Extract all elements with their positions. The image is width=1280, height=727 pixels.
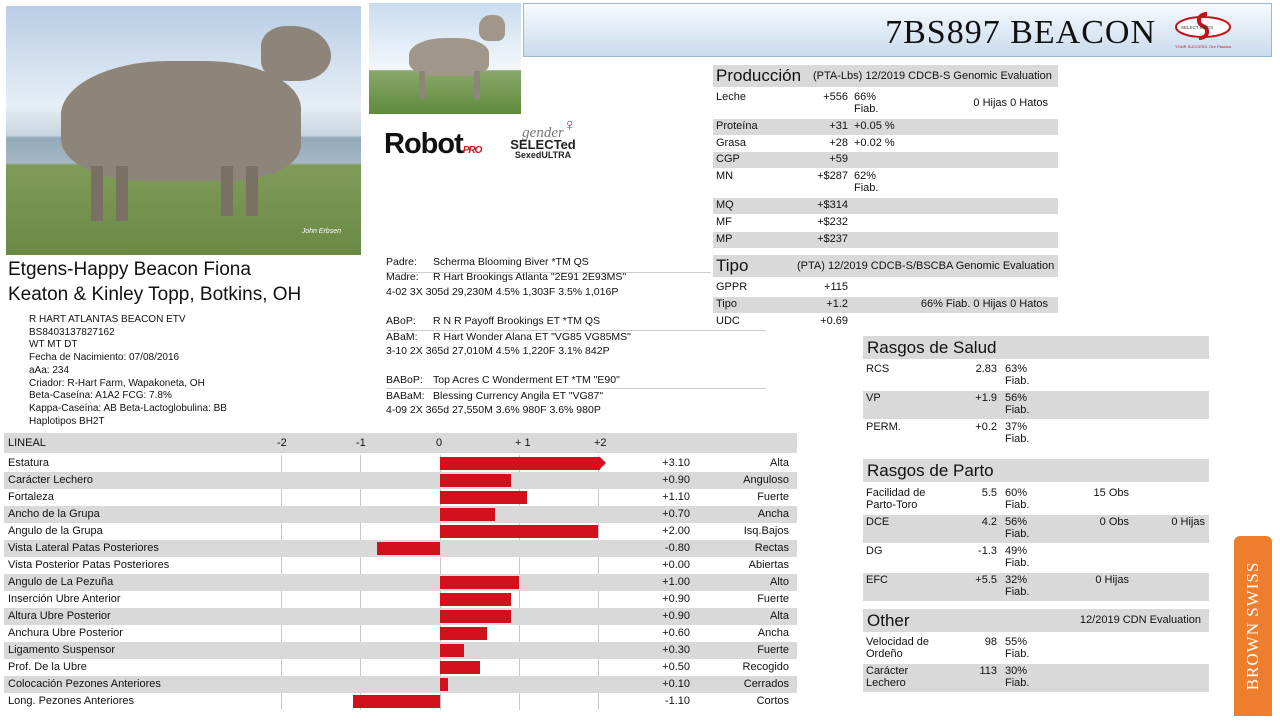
trait-descriptor: Ancha	[757, 627, 789, 639]
tipo-row	[713, 280, 1058, 296]
lineal-row	[4, 506, 797, 523]
trait-descriptor: Fuerte	[757, 644, 789, 656]
salud-label: VP	[866, 392, 881, 404]
trait-label: Anchura Ubre Posterior	[8, 627, 123, 639]
produccion-value: +31	[829, 120, 848, 132]
salud-extra2: Fiab.	[1005, 404, 1030, 416]
salud-extra2: Fiab.	[1005, 375, 1030, 387]
produccion-row	[713, 215, 1058, 231]
lineal-header	[4, 433, 797, 453]
parto-obs: 0 Hijas	[1095, 574, 1129, 586]
parto-label: Facilidad de	[866, 487, 926, 499]
trait-value: +0.90	[662, 474, 690, 486]
gender-selected-logo	[503, 115, 583, 161]
tipo-value: +115	[824, 281, 848, 293]
trait-label: Inserción Ubre Anterior	[8, 593, 121, 605]
main-cow-photo	[6, 6, 361, 255]
abop-label: ABoP:	[386, 315, 416, 327]
lineal-row	[4, 625, 797, 642]
axis-tick-label: -2	[277, 437, 287, 449]
trait-bar	[440, 627, 487, 640]
parto-extra: 49%	[1005, 545, 1028, 557]
padre-label: Padre:	[386, 256, 417, 268]
parto-hijas: 0 Hijas	[1171, 516, 1205, 528]
other-label2: Lechero	[866, 677, 906, 689]
produccion-label: MN	[716, 170, 734, 182]
tipo-meta: (PTA) 12/2019 CDCB-S/BSCBA Genomic Evaluation	[797, 260, 1055, 272]
trait-descriptor: Abiertas	[748, 559, 789, 571]
trait-value: +2.00	[662, 525, 690, 537]
trait-descriptor: Alto	[770, 576, 789, 588]
sire-details	[29, 314, 227, 428]
trait-value: -0.80	[664, 542, 690, 554]
trait-value: +0.90	[662, 593, 690, 605]
other-row	[863, 664, 1209, 692]
salud-title: Rasgos de Salud	[867, 338, 997, 357]
lineal-row	[4, 693, 797, 710]
produccion-meta: (PTA-Lbs) 12/2019 CDCB-S Genomic Evaluation	[813, 70, 1052, 82]
salud-row	[863, 362, 1209, 390]
trait-value: +0.30	[662, 644, 690, 656]
produccion-header	[713, 65, 1058, 87]
trait-label: Prof. De la Ubre	[8, 661, 87, 673]
produccion-label: Leche	[716, 91, 746, 103]
parto-row	[863, 573, 1209, 601]
logo-text: SELECT SIRES	[1181, 25, 1214, 30]
salud-value: 2.83	[975, 363, 997, 375]
tipo-value: +0.69	[820, 315, 848, 327]
trait-bar	[440, 661, 480, 674]
lineal-row	[4, 608, 797, 625]
produccion-extra: +0.05 %	[854, 120, 895, 132]
trait-label: Vista Lateral Patas Posteriores	[8, 542, 159, 554]
breed-tab-label: BROWN SWISS	[1243, 561, 1262, 691]
trait-bar	[377, 542, 440, 555]
babop-label: BABoP:	[386, 374, 423, 386]
produccion-value: +28	[829, 137, 848, 149]
sire-title: 7BS897 BEACON	[885, 14, 1156, 51]
parto-extra: 32%	[1005, 574, 1028, 586]
trait-value: +0.70	[662, 508, 690, 520]
detail-line: Kappa-Caseína: AB Beta-Lactoglobulina: BB	[29, 402, 227, 414]
trait-label: Long. Pezones Anteriores	[8, 695, 134, 707]
trait-label: Fortaleza	[8, 491, 54, 503]
gender-text: gender	[522, 125, 564, 141]
produccion-extra: +0.02 %	[854, 137, 895, 149]
produccion-row	[713, 119, 1058, 135]
trait-label: Vista Posterior Patas Posteriores	[8, 559, 170, 571]
trait-descriptor: Recogido	[742, 661, 789, 673]
salud-label: RCS	[866, 363, 890, 375]
lineal-row	[4, 472, 797, 489]
tipo-value: +1.2	[826, 298, 848, 310]
parto-label: DCE	[866, 516, 890, 528]
salud-extra2: Fiab.	[1005, 433, 1030, 445]
parto-label: DG	[866, 545, 883, 557]
trait-label: Ancho de la Grupa	[8, 508, 100, 520]
parto-title: Rasgos de Parto	[867, 461, 994, 480]
dam-name: Etgens-Happy Beacon Fiona	[8, 259, 251, 280]
detail-line: Beta-Caseína: A1A2 FCG: 7.8%	[29, 390, 172, 402]
produccion-label: CGP	[716, 153, 740, 165]
parto-label2: Parto-Toro	[866, 499, 918, 511]
produccion-label: Proteína	[716, 120, 758, 132]
trait-label: Angulo de la Grupa	[8, 525, 103, 537]
other-meta: 12/2019 CDN Evaluation	[1079, 614, 1201, 626]
other-extra: 30%	[1005, 665, 1028, 677]
parto-row	[863, 544, 1209, 572]
produccion-label: MQ	[716, 199, 734, 211]
babop: Top Acres C Wonderment ET *TM "E90"	[433, 374, 620, 386]
parto-value: +5.5	[975, 574, 997, 586]
trait-descriptor: Isq.Bajos	[743, 525, 789, 537]
photo-credit: John Erbsen	[301, 228, 341, 235]
parto-label: EFC	[866, 574, 888, 586]
trait-bar	[440, 491, 527, 504]
tipo-row	[713, 297, 1058, 313]
trait-descriptor: Rectas	[754, 542, 789, 554]
dam-owner: Keaton & Kinley Topp, Botkins, OH	[8, 284, 302, 305]
produccion-row	[713, 169, 1058, 197]
trait-bar	[440, 525, 598, 538]
salud-value: +1.9	[975, 392, 997, 404]
produccion-value: +$237	[817, 233, 848, 245]
produccion-value: +$232	[817, 216, 848, 228]
babam-record: 4-09 2X 365d 27,550M 3.6% 980F 3.6% 980P	[386, 404, 601, 416]
parto-extra2: Fiab.	[1005, 557, 1030, 569]
axis-tick-label: +2	[594, 437, 607, 449]
tipo-label: GPPR	[716, 281, 748, 293]
other-value: 113	[979, 665, 997, 677]
parto-extra: 56%	[1005, 516, 1028, 528]
tipo-row	[713, 314, 1058, 330]
axis-tick-label: -1	[356, 437, 366, 449]
select-sires-logo	[1173, 10, 1233, 50]
babam: Blessing Currency Angila ET "VG87"	[433, 390, 604, 402]
trait-label: Carácter Lechero	[8, 474, 93, 486]
trait-value: +0.10	[662, 678, 690, 690]
trait-bar	[440, 508, 495, 521]
detail-line: WT MT DT	[29, 339, 78, 351]
other-extra2: Fiab.	[1005, 677, 1030, 689]
salud-row	[863, 391, 1209, 419]
parto-extra: 60%	[1005, 487, 1028, 499]
detail-line: R HART ATLANTAS BEACON ETV	[29, 314, 186, 325]
madre-record: 4-02 3X 305d 29,230M 4.5% 1,303F 3.5% 1,016P	[386, 286, 619, 298]
trait-value: +0.50	[662, 661, 690, 673]
madre-label: Madre:	[386, 271, 419, 283]
trait-label: Angulo de La Pezuña	[8, 576, 114, 588]
produccion-label: MF	[716, 216, 732, 228]
produccion-note: 0 Hijas 0 Hatos	[973, 97, 1048, 109]
other-title: Other	[867, 611, 910, 630]
axis-tick-label: 0	[436, 437, 443, 449]
trait-value: +0.60	[662, 627, 690, 639]
produccion-extra: 66%	[854, 91, 877, 103]
produccion-value: +59	[829, 153, 848, 165]
parto-value: 5.5	[981, 487, 997, 499]
trait-descriptor: Anguloso	[743, 474, 789, 486]
header-bar	[523, 3, 1272, 57]
produccion-value: +$314	[817, 199, 848, 211]
robot-pro-text: PRO	[462, 145, 482, 156]
trait-value: +1.00	[662, 576, 690, 588]
trait-label: Estatura	[8, 457, 49, 469]
other-label2: Ordeño	[866, 648, 903, 660]
produccion-value: +$287	[817, 170, 848, 182]
parto-obs: 15 Obs	[1093, 487, 1129, 499]
tipo-label: UDC	[716, 315, 740, 327]
other-label: Velocidad de	[866, 636, 929, 648]
detail-line: Haplotipos BH2T	[29, 415, 105, 427]
trait-value: -1.10	[664, 695, 690, 707]
produccion-label: Grasa	[716, 137, 746, 149]
logo-tagline: YOUR SUCCESS. Our Passion.	[1175, 44, 1233, 49]
trait-label: Colocación Pezones Anteriores	[8, 678, 161, 690]
abam: R Hart Wonder Alana ET "VG85 VG85MS"	[433, 331, 631, 343]
lineal-row	[4, 455, 797, 472]
lineal-row	[4, 676, 797, 693]
trait-descriptor: Cerrados	[743, 678, 789, 690]
trait-bar	[440, 610, 511, 623]
other-extra: 55%	[1005, 636, 1028, 648]
produccion-row	[713, 232, 1058, 248]
salud-extra: 37%	[1005, 421, 1028, 433]
bar-arrow-icon	[600, 457, 606, 469]
trait-descriptor: Cortos	[756, 695, 789, 707]
salud-extra: 56%	[1005, 392, 1028, 404]
produccion-row	[713, 152, 1058, 168]
parto-value: 4.2	[981, 516, 997, 528]
produccion-extra2: Fiab.	[854, 182, 879, 194]
parto-row	[863, 515, 1209, 543]
trait-value: +0.00	[662, 559, 690, 571]
trait-bar	[440, 457, 600, 470]
produccion-label: MP	[716, 233, 733, 245]
lineal-row	[4, 540, 797, 557]
lineal-row	[4, 642, 797, 659]
babam-label: BABaM:	[386, 390, 425, 402]
lineal-row	[4, 659, 797, 676]
salud-extra: 63%	[1005, 363, 1028, 375]
trait-bar	[440, 678, 448, 691]
sexedultra-text: SexedULTRA	[514, 150, 572, 160]
other-extra2: Fiab.	[1005, 648, 1030, 660]
robot-text: Robot	[384, 128, 463, 160]
detail-line: Criador: R-Hart Farm, Wapakoneta, OH	[29, 377, 205, 389]
lineal-title: LINEAL	[8, 437, 46, 449]
other-value: 98	[984, 636, 997, 648]
trait-bar	[440, 576, 519, 589]
produccion-title: Producción	[716, 66, 802, 85]
produccion-row	[713, 90, 1058, 118]
parto-extra2: Fiab.	[1005, 528, 1030, 540]
parto-row	[863, 486, 1209, 514]
trait-descriptor: Alta	[770, 457, 789, 469]
selected-text: SELECTed	[510, 137, 576, 152]
detail-line: aAa: 234	[29, 364, 70, 376]
tipo-header	[713, 255, 1058, 277]
abam-label: ABaM:	[386, 331, 418, 343]
parto-extra2: Fiab.	[1005, 499, 1030, 511]
trait-bar	[353, 695, 440, 708]
detail-line: BS840313782716​2	[29, 326, 115, 338]
axis-tick-label: + 1	[515, 437, 531, 449]
parto-header	[863, 459, 1209, 482]
female-symbol-icon: ♀	[563, 115, 577, 135]
trait-bar	[440, 593, 511, 606]
trait-descriptor: Alta	[770, 610, 789, 622]
trait-value: +0.90	[662, 610, 690, 622]
parto-extra2: Fiab.	[1005, 586, 1030, 598]
padre: Scherma Blooming Biver *TM QS	[433, 256, 589, 268]
parto-value: -1.3	[978, 545, 997, 557]
robot-pro-logo	[384, 128, 481, 161]
parto-obs: 0 Obs	[1099, 516, 1129, 528]
breed-tab	[1234, 536, 1272, 716]
trait-bar	[440, 644, 464, 657]
salud-row	[863, 420, 1209, 448]
trait-value: +1.10	[662, 491, 690, 503]
produccion-value: +556	[823, 91, 848, 103]
lineal-row	[4, 489, 797, 506]
trait-label: Ligamento Suspensor	[8, 644, 116, 656]
salud-value: +0.2	[975, 421, 997, 433]
salud-header	[863, 336, 1209, 359]
trait-value: +3.10	[662, 457, 690, 469]
calf-photo	[369, 3, 521, 114]
produccion-extra2: Fiab.	[854, 103, 879, 115]
produccion-row	[713, 136, 1058, 152]
tipo-label: Tipo	[716, 298, 737, 310]
lineal-row	[4, 523, 797, 540]
trait-descriptor: Fuerte	[757, 593, 789, 605]
tipo-note: 66% Fiab. 0 Hijas 0 Hatos	[920, 298, 1048, 310]
other-label: Carácter	[866, 665, 909, 677]
lineal-row	[4, 591, 797, 608]
abam-record: 3-10 2X 365d 27,010M 4.5% 1,220F 3.1% 842P	[386, 345, 610, 357]
detail-line: Fecha de Nacimiento: 07/08/2016	[29, 352, 180, 364]
lineal-row	[4, 574, 797, 591]
lineal-row	[4, 557, 797, 574]
trait-descriptor: Ancha	[757, 508, 789, 520]
trait-bar	[440, 474, 511, 487]
other-header	[863, 609, 1209, 632]
tipo-title: Tipo	[716, 256, 749, 275]
abop: R N R Payoff Brookings ET *TM QS	[433, 315, 601, 327]
other-row	[863, 635, 1209, 663]
produccion-row	[713, 198, 1058, 214]
produccion-extra: 62%	[854, 170, 877, 182]
madre: R Hart Brookings Atlanta "2E91 2E93MS"	[433, 271, 627, 283]
salud-label: PERM.	[866, 421, 901, 433]
trait-descriptor: Fuerte	[757, 491, 789, 503]
trait-label: Altura Ubre Posterior	[8, 610, 111, 622]
